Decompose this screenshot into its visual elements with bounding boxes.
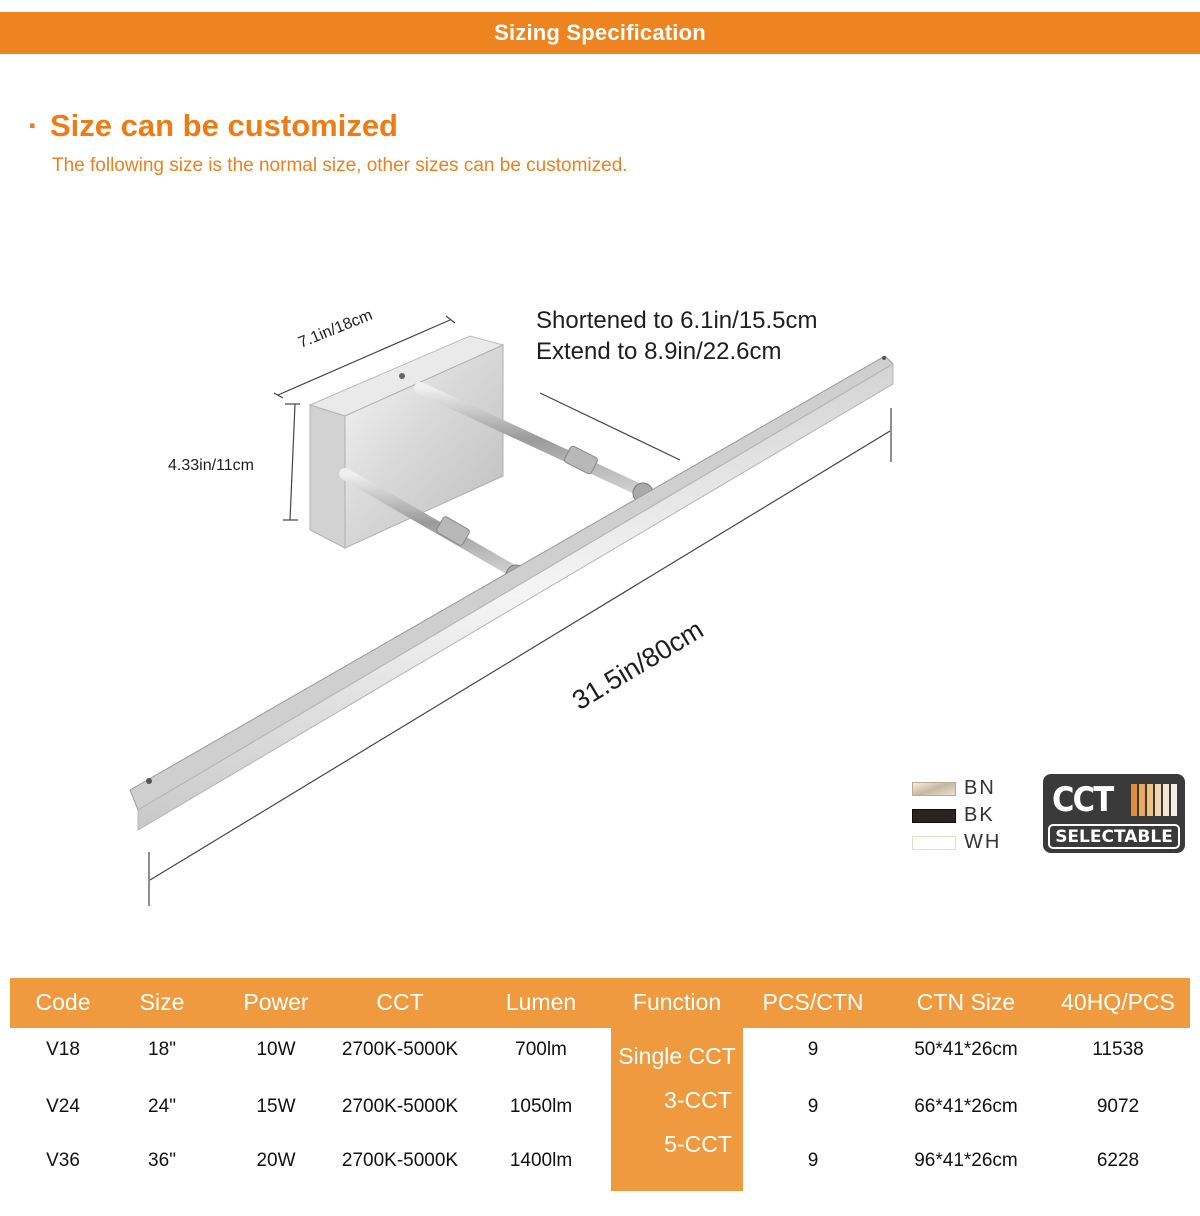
finish-legend <box>912 775 1001 856</box>
finish-bk <box>912 802 1001 829</box>
table-cell-code: V24 <box>46 1096 80 1117</box>
color-temperature-bar <box>1147 784 1153 816</box>
finish-label: BN <box>964 777 996 799</box>
table-header-function: Function <box>632 989 722 1015</box>
table-header-pcs: PCS/CTN <box>762 989 864 1015</box>
table-header-cct: CCT <box>376 989 424 1015</box>
table-header-size: Size <box>139 989 185 1015</box>
table-cell-function: Single CCT <box>618 1043 736 1069</box>
table-cell-function: 5-CCT <box>664 1131 732 1157</box>
table-cell-function: 3-CCT <box>664 1087 732 1113</box>
table-cell-ctn: 50*41*26cm <box>914 1039 1018 1060</box>
table-cell-hq: 11538 <box>1092 1039 1144 1060</box>
table-cell-hq: 6228 <box>1096 1150 1140 1171</box>
table-cell-cct: 2700K-5000K <box>341 1150 459 1171</box>
height-label: 4.33in/11cm <box>168 457 254 474</box>
selectable-label: SELECTABLE <box>1048 824 1180 849</box>
table-cell-ctn: 66*41*26cm <box>914 1096 1018 1117</box>
section-title <box>28 108 398 144</box>
color-temperature-bars <box>1129 784 1177 816</box>
title-bullet: · <box>28 108 39 143</box>
table-header-ctn: CTN Size <box>916 989 1016 1015</box>
depth-label: 7.1in/18cm <box>296 306 375 352</box>
arm-shortened-text: Shortened to 6.1in/15.5cm <box>536 307 818 334</box>
table-cell-power: 20W <box>256 1150 296 1171</box>
finish-label: BK <box>964 804 995 826</box>
white-swatch <box>912 836 956 850</box>
dimension-lines <box>149 316 891 906</box>
finish-wh <box>912 829 1001 856</box>
table-cell-lumen: 700lm <box>515 1039 567 1060</box>
color-temperature-bar <box>1171 784 1177 816</box>
section-banner <box>0 12 1200 54</box>
table-cell-size: 18" <box>148 1039 176 1060</box>
table-cell-power: 15W <box>256 1096 296 1117</box>
table-cell-lumen: 1400lm <box>509 1150 573 1171</box>
arm-length-note <box>536 305 818 367</box>
length-label: 31.5in/80cm <box>567 614 709 716</box>
table-cell-size: 36" <box>148 1150 176 1171</box>
table-header-power: Power <box>243 989 309 1015</box>
product-dimension-diagram <box>0 290 1200 930</box>
color-temperature-bar <box>1155 784 1161 816</box>
brushed-nickel-swatch <box>912 782 956 796</box>
color-temperature-bar <box>1163 784 1169 816</box>
cct-badge-text: CCT <box>1052 780 1113 820</box>
black-swatch <box>912 809 956 823</box>
table-cell-cct: 2700K-5000K <box>341 1096 459 1117</box>
table-header-lumen: Lumen <box>505 989 577 1015</box>
finish-bn <box>912 775 1001 802</box>
table-cell-ctn: 96*41*26cm <box>914 1150 1018 1171</box>
cct-selectable-badge <box>1043 774 1185 853</box>
section-subtitle: The following size is the normal size, other sizes can be customized. <box>52 155 628 176</box>
table-cell-size: 24" <box>148 1096 176 1117</box>
finish-label: WH <box>964 831 1002 853</box>
table-header-hq: 40HQ/PCS <box>1061 989 1175 1015</box>
table-cell-hq: 9072 <box>1096 1096 1140 1117</box>
table-cell-code: V18 <box>46 1039 80 1060</box>
specification-table <box>10 978 1190 1193</box>
color-temperature-bar <box>1131 784 1137 816</box>
color-temperature-bar <box>1139 784 1145 816</box>
banner-title: Sizing Specification <box>494 20 706 45</box>
table-header-code: Code <box>35 989 91 1015</box>
table-cell-pcs: 9 <box>807 1150 819 1171</box>
table-cell-pcs: 9 <box>807 1096 819 1117</box>
table-cell-power: 10W <box>256 1039 296 1060</box>
arm-extended-text: Extend to 8.9in/22.6cm <box>536 338 782 365</box>
table-cell-code: V36 <box>46 1150 80 1171</box>
title-text: Size can be customized <box>50 108 398 143</box>
table-cell-lumen: 1050lm <box>509 1096 573 1117</box>
table-cell-cct: 2700K-5000K <box>341 1039 459 1060</box>
table-cell-pcs: 9 <box>807 1039 819 1060</box>
